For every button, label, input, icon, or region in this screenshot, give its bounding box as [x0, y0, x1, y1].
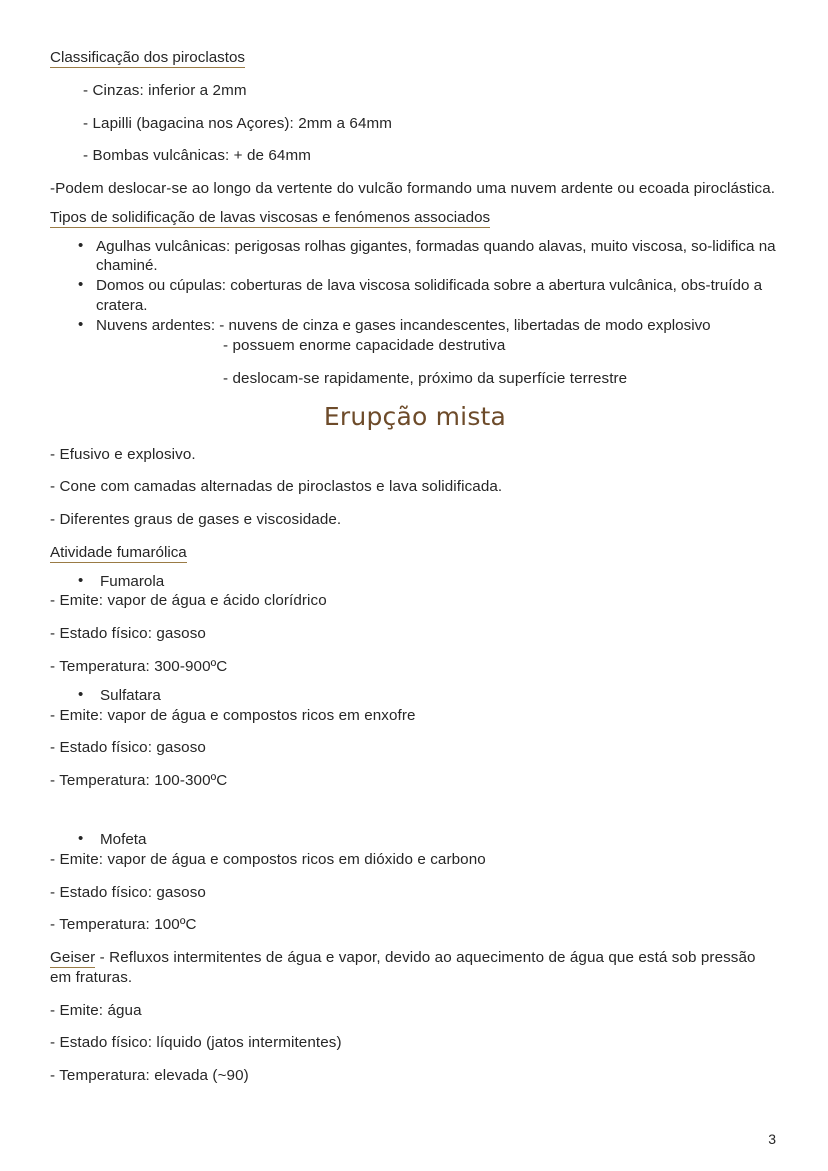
spacer	[50, 228, 780, 237]
list-item: • Sulfatara	[50, 686, 780, 706]
pyroclast-item-bombas: - Bombas vulcânicas: + de 64mm	[83, 147, 311, 165]
fumarolic-bullet-fumarola	[50, 572, 780, 592]
mofeta-state: - Estado físico: gasoso	[50, 883, 206, 901]
geiser-term: Geiser	[50, 949, 96, 966]
spacer	[50, 644, 780, 657]
solidification-bullet-list	[50, 237, 780, 337]
geiser-paragraph	[50, 948, 780, 988]
sulfatara-temperature: - Temperatura: 100-300ºC	[50, 772, 228, 790]
mixed-eruption-line-3: - Diferentes graus de gases e viscosidade.	[50, 511, 342, 529]
pyroclast-note: -Podem deslocar-se ao longo da vertente do vulcão formando uma nuvem ardente ou ecoada piroclástica.	[50, 180, 776, 197]
mixed-eruption-line-2: - Cone com camadas alternadas de piroclastos e lava solidificada.	[50, 478, 503, 496]
fumarolic-bullet-mofeta	[50, 830, 780, 850]
spacer	[50, 563, 780, 572]
spacer	[50, 68, 780, 81]
spacer	[50, 988, 780, 1001]
spacer	[50, 725, 780, 738]
nuvens-sub-line-2: - deslocam-se rapidamente, próximo da superfície terrestre	[223, 369, 628, 387]
spacer	[50, 166, 780, 179]
spacer	[50, 935, 780, 948]
spacer	[50, 101, 780, 114]
geiser-state: - Estado físico: líquido (jatos intermitentes)	[50, 1034, 342, 1052]
fumarolic-bullet-sulfatara	[50, 686, 780, 706]
fumarola-temperature: - Temperatura: 300-900ºC	[50, 657, 228, 675]
sulfatara-state: - Estado físico: gasoso	[50, 739, 206, 757]
list-item: • Mofeta	[50, 830, 780, 850]
list-item: • Agulhas vulcânicas: perigosas rolhas gigantes, formadas quando alavas, muito viscosa, so-lidifica na chaminé.	[50, 237, 780, 277]
spacer	[50, 356, 780, 369]
mixed-eruption-line-1: - Efusivo e explosivo.	[50, 445, 196, 463]
spacer	[50, 677, 780, 686]
list-item: • Domos ou cúpulas: coberturas de lava viscosa solidificada sobre a abertura vulcânica, obs-truído a cratera.	[50, 276, 780, 316]
spacer	[50, 902, 780, 915]
spacer	[50, 1053, 780, 1066]
document-body	[50, 48, 780, 1086]
section-heading-solidification	[50, 208, 780, 228]
section-heading-fumarolic	[50, 543, 780, 563]
fumarola-state: - Estado físico: gasoso	[50, 625, 206, 643]
geiser-definition: - Refluxos intermitentes de água e vapor, devido ao aquecimento de água que está sob pressão em fraturas.	[50, 949, 756, 986]
list-item: • Nuvens ardentes: - nuvens de cinza e gases incandescentes, libertadas de modo explosivo	[50, 316, 780, 336]
spacer	[50, 611, 780, 624]
list-item: • Fumarola	[50, 572, 780, 592]
section-heading-pyroclasts-text: Classificação dos piroclastos	[50, 49, 245, 66]
page-number: 3	[768, 1131, 776, 1147]
pyroclast-item-lapilli: - Lapilli (bagacina nos Açores): 2mm a 64mm	[83, 114, 393, 132]
pyroclast-item-cinzas: - Cinzas: inferior a 2mm	[83, 81, 247, 99]
spacer	[50, 199, 780, 208]
section-heading-solidification-text: Tipos de solidificação de lavas viscosas e fenómenos associados	[50, 208, 491, 226]
spacer	[50, 870, 780, 883]
spacer	[50, 1020, 780, 1033]
spacer	[50, 758, 780, 771]
spacer	[50, 530, 780, 543]
spacer	[50, 389, 780, 402]
spacer	[50, 133, 780, 146]
page-title: Erupção mista	[323, 401, 507, 431]
sulfatara-emits: - Emite: vapor de água e compostos ricos em enxofre	[50, 706, 416, 724]
spacer	[50, 432, 780, 445]
geiser-temperature: - Temperatura: elevada (~90)	[50, 1067, 249, 1084]
fumarola-emits: - Emite: vapor de água e ácido clorídrico	[50, 592, 327, 610]
geiser-emits: - Emite: água	[50, 1001, 142, 1019]
nuvens-sub-line-1: - possuem enorme capacidade destrutiva	[223, 337, 506, 355]
mofeta-emits: - Emite: vapor de água e compostos ricos em dióxido e carbono	[50, 850, 486, 868]
spacer-blank-line	[50, 791, 780, 821]
section-heading-pyroclasts	[50, 48, 780, 68]
spacer	[50, 464, 780, 477]
mofeta-temperature: - Temperatura: 100ºC	[50, 916, 197, 934]
spacer	[50, 497, 780, 510]
spacer	[50, 821, 780, 830]
section-heading-fumarolic-text: Atividade fumarólica	[50, 543, 187, 561]
